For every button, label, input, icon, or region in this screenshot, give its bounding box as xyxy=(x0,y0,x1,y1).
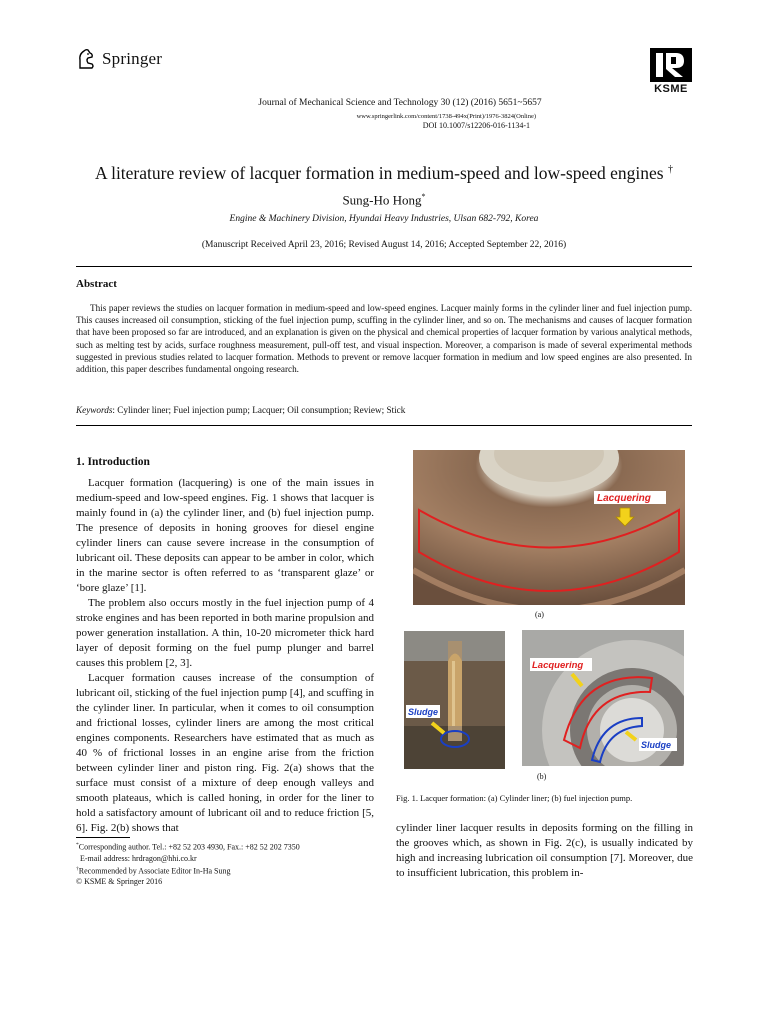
figure-1a-label: (a) xyxy=(535,610,544,619)
footnote-corresponding: *Corresponding author. Tel.: +82 52 203 4930, Fax.: +82 52 202 7350 xyxy=(76,842,300,852)
divider-top xyxy=(76,266,692,267)
left-column xyxy=(76,456,374,836)
figure-1-caption: Fig. 1. Lacquer formation: (a) Cylinder liner; (b) fuel injection pump. xyxy=(396,793,633,803)
figure-1b-barrel-photo xyxy=(522,630,684,766)
keywords-list: : Cylinder liner; Fuel injection pump; Lacquer; Oil consumption; Review; Stick xyxy=(112,405,406,415)
intro-paragraph-1: Lacquer formation (lacquering) is one of the main issues in medium-speed and low-speed engines. Fig. 1 shows that lacquer is mainly found in (a) the cylinder liner, and (b) fuel injection pump. The presence of deposits in honing grooves for diesel engine cylinder liners can cause severe increase in the consumption of lubricant oil. These deposits can appear to be amber in color, which in the marine sector is often referred to as ‘transparent glaze’ or ‘bore glaze’ [1]. xyxy=(76,477,374,594)
springer-horse-icon xyxy=(76,48,96,70)
journal-url[interactable]: www.springerlink.com/content/1738-494x(Print)/1976-3824(Online) xyxy=(356,113,536,120)
author-footnote-mark: * xyxy=(421,192,426,201)
abstract-heading: Abstract xyxy=(76,278,117,290)
ksme-logo xyxy=(650,48,692,95)
footnote-mark-2: † xyxy=(76,865,79,872)
ksme-emblem-icon xyxy=(650,48,692,82)
manuscript-dates: (Manuscript Received April 23, 2016; Revised August 14, 2016; Accepted September 22, 2016) xyxy=(201,240,567,250)
paper-title xyxy=(60,163,708,184)
footnote-copyright: © KSME & Springer 2016 xyxy=(76,877,163,887)
intro-paragraph-2: The problem also occurs mostly in the fuel injection pump of 4 stroke engines and has been reported in both marine propulsion and power generation installation. A thin, 10-20 micrometer thick hard layer of deposit forming on the fuel pump plunger and barrel causes this problem [2, 3]. xyxy=(76,597,374,669)
springer-logo xyxy=(76,48,162,70)
affiliation: Engine & Machinery Division, Hyundai Heavy Industries, Ulsan 682-792, Korea xyxy=(229,214,539,224)
sludge-label-left: Sludge xyxy=(408,707,439,717)
lacquering-label-b: Lacquering xyxy=(532,660,584,671)
title-text: A literature review of lacquer formation in medium-speed and low-speed engines xyxy=(95,163,664,183)
footnote-email: E-mail address: hrdragon@hhi.co.kr xyxy=(80,853,197,863)
author xyxy=(60,192,708,208)
lacquering-label-a: Lacquering xyxy=(597,493,651,504)
society-name: KSME xyxy=(654,83,688,95)
right-column xyxy=(396,821,693,881)
author-name: Sung-Ho Hong xyxy=(342,192,422,208)
figure-1b-label: (b) xyxy=(537,772,547,781)
divider-bottom xyxy=(76,425,692,426)
publisher-name: Springer xyxy=(102,49,163,68)
footnotes xyxy=(76,840,374,887)
keywords xyxy=(76,405,692,415)
figure-1a-cylinder-liner-photo xyxy=(413,450,685,605)
abstract-text: This paper reviews the studies on lacquer formation in medium-speed and low-speed engines. Lacquer mainly forms in the cylinder liner and fuel injection pump. This causes increased oil consumption, sticking of the fuel injection pump, scuffing in the cylinder liner, and so on. The mechanisms and causes of lacquer formation that have been proposed so far are introduced, and an explanation is given on the physical and chemical properties of lacquer formation by various analytical methods, such as melting test by acids, surface roughness measurement, pull-off test, and visual inspection. Moreover, a comparison is made of several experimental methods suggested in previous studies related to lacquer formation. Methods to prevent or remove lacquer formation in medium and low speed engines are also presented. In addition, this paper describes fundamental ongoing research. xyxy=(76,303,692,375)
sludge-label-right: Sludge xyxy=(641,740,672,750)
section-heading: 1. Introduction xyxy=(76,456,150,468)
intro-paragraph-3: Lacquer formation causes increase of the consumption of lubricant oil, sticking of the fuel injection pump [4], and scuffing in the cylinder liner. In particular, when it comes to oil consumption and frictional losses, cylinder liners are among the most critical engines components. Researchers have estimated that as much as 40 % of frictional losses in an engine arise from the friction between cylinder liner and piston ring. Fig. 2(a) shows that the surface must consist of a mixture of deep enough valleys and smooth plateaus, which is called honing, in order for the liner to hold a satisfactory amount of lubricant oil and to reduce friction [5, 6]. Fig. 2(b) shows that xyxy=(76,672,374,834)
title-footnote-mark: † xyxy=(667,164,673,176)
keywords-label: Keywords xyxy=(76,405,113,415)
doi[interactable]: DOI 10.1007/s12206-016-1134-1 xyxy=(422,121,530,130)
footnote-mark-1: * xyxy=(76,842,79,848)
footnote-divider xyxy=(76,837,130,838)
journal-citation: Journal of Mechanical Science and Technology 30 (12) (2016) 5651~5657 xyxy=(258,98,542,108)
footnote-editor: †Recommended by Associate Editor In-Ha Sung xyxy=(76,865,231,876)
intro-paragraph-continuation: cylinder liner lacquer results in deposits forming on the filling in the grooves which, as shown in Fig. 2(c), is usually indicated by high and increasing lubrication oil consumption [7]. Moreover, due to insufficient lubrication, this problem in- xyxy=(396,822,693,879)
figure-1b-plunger-photo xyxy=(404,631,505,769)
